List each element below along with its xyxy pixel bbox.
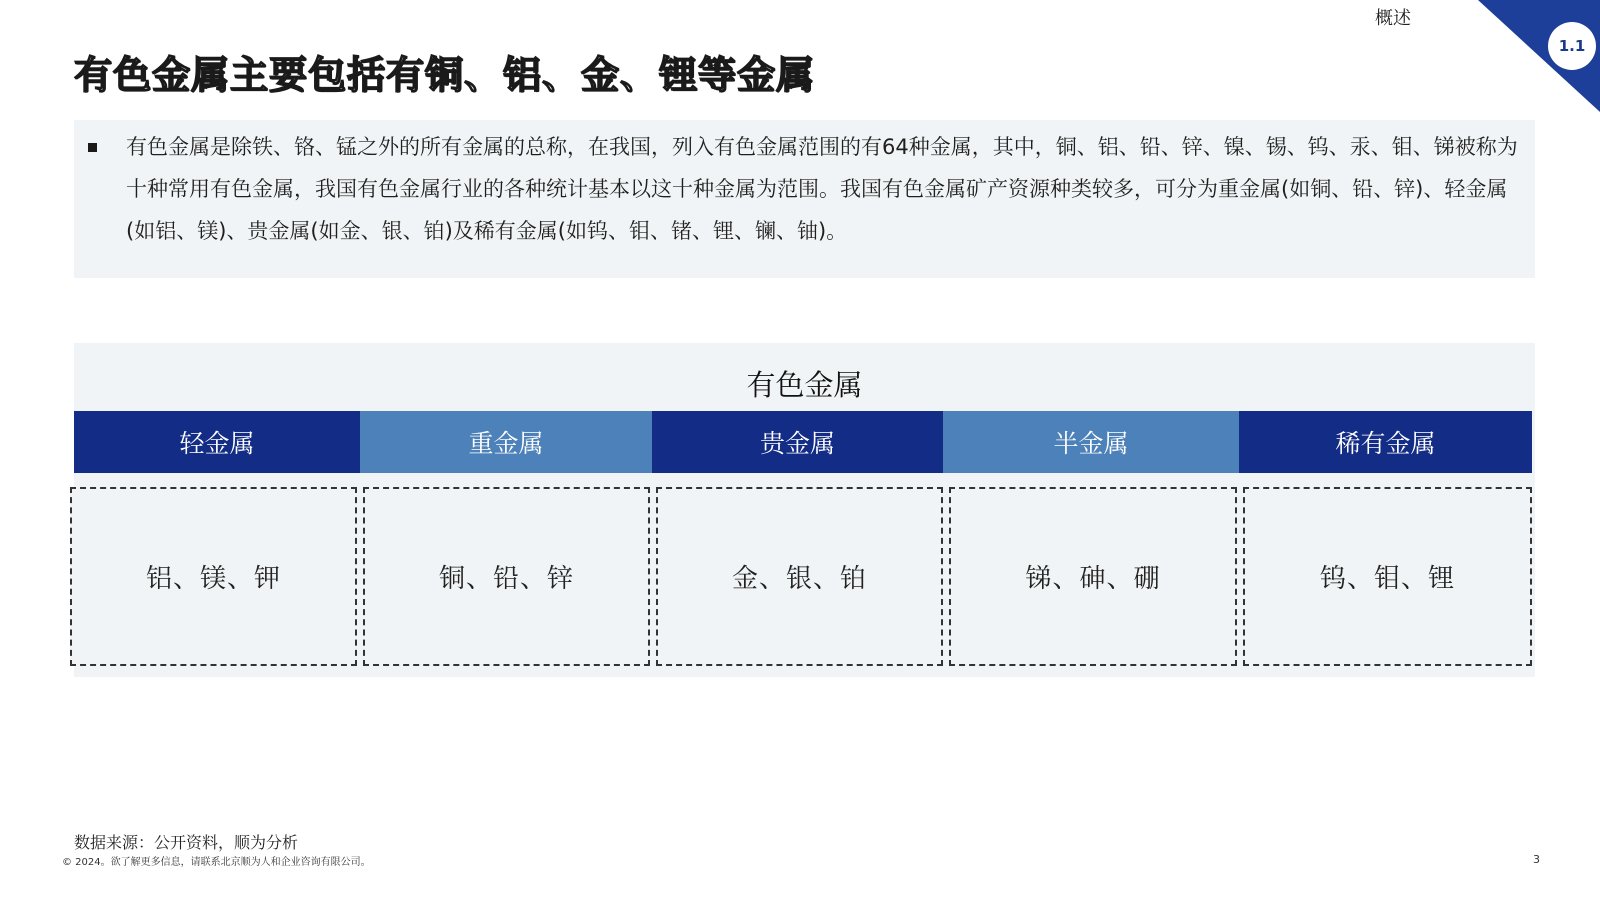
category-header-heavy-metals: 重金属 bbox=[360, 411, 652, 473]
category-header-light-metals: 轻金属 bbox=[74, 411, 360, 473]
page-number: 3 bbox=[1533, 853, 1540, 866]
category-header-row bbox=[74, 411, 1532, 473]
section-label: 概述 bbox=[1375, 8, 1411, 29]
category-items-rare-metals: 钨、钼、锂 bbox=[1243, 487, 1532, 666]
category-header-semi-metals: 半金属 bbox=[943, 411, 1239, 473]
category-items-precious-metals: 金、银、铂 bbox=[656, 487, 943, 666]
category-header-rare-metals: 稀有金属 bbox=[1239, 411, 1532, 473]
intro-box bbox=[74, 120, 1535, 278]
source-note: 数据来源：公开资料，顺为分析 bbox=[74, 833, 299, 852]
page-title: 有色金属主要包括有铜、铝、金、锂等金属 bbox=[74, 53, 816, 97]
copyright-notice: © 2024。欲了解更多信息，请联系北京顺为人和企业咨询有限公司。 bbox=[62, 857, 371, 868]
diagram-title: 有色金属 bbox=[746, 368, 863, 402]
intro-text: 有色金属是除铁、铬、锰之外的所有金属的总称，在我国，列入有色金属范围的有64种金属，其中，铜、铝、铅、锌、镍、锡、钨、汞、钼、锑被称为十种常用有色金属，我国有色金属行业的各种统计基本以这十种金属为范围。我国有色金属矿产资源种类较多，可分为重金属(如铜、铅、锌)、轻金属(如铝、镁)、贵金属(如金、银、铂)及稀有金属(如钨、钼、锗、锂、镧、铀)。 bbox=[126, 135, 1518, 243]
category-items-row bbox=[70, 487, 1536, 666]
corner-decoration bbox=[1450, 0, 1600, 140]
category-items-heavy-metals: 铜、铅、锌 bbox=[363, 487, 650, 666]
metal-category-diagram bbox=[74, 343, 1535, 677]
bullet-square-icon bbox=[88, 143, 97, 152]
category-items-semi-metals: 锑、砷、硼 bbox=[949, 487, 1237, 666]
section-number-badge: 1.1 bbox=[1548, 22, 1596, 70]
category-header-precious-metals: 贵金属 bbox=[652, 411, 943, 473]
category-items-light-metals: 铝、镁、钾 bbox=[70, 487, 357, 666]
